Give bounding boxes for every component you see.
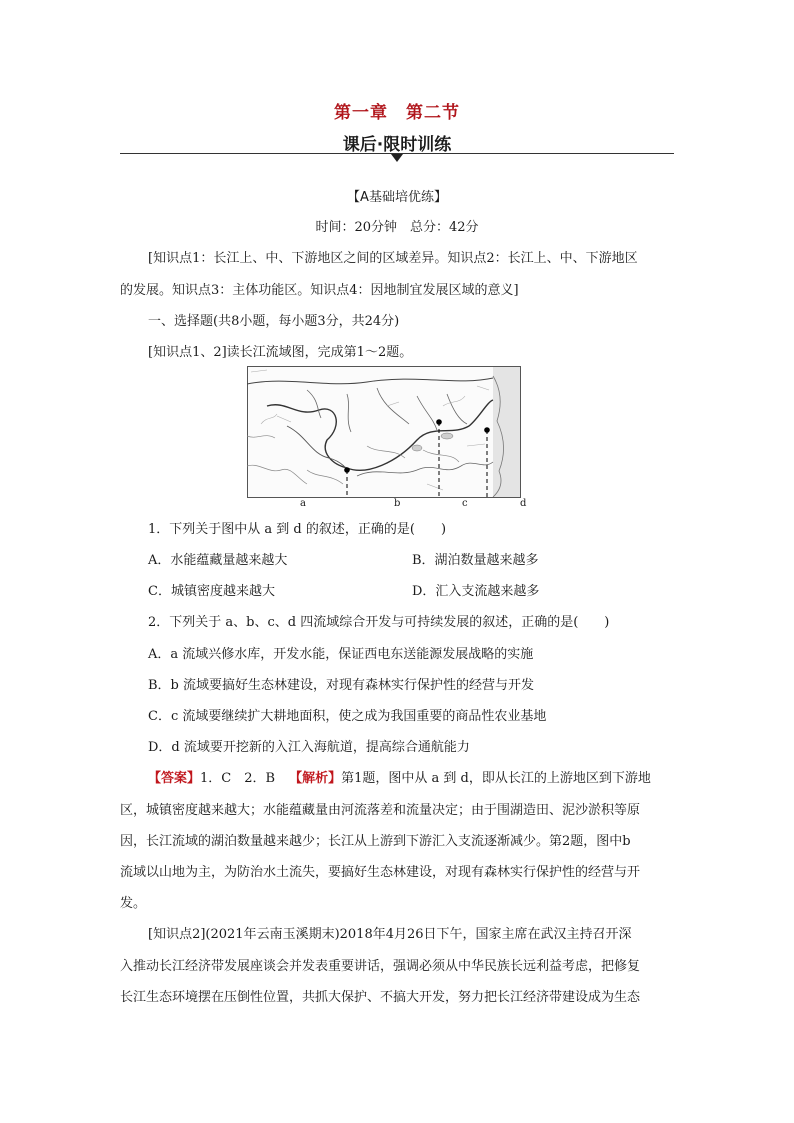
question-1-option-b: B．湖泊数量越来越多 — [412, 553, 539, 568]
answer-line — [148, 767, 651, 786]
question-2-option-b: B．b 流域要搞好生态林建设，对现有森林实行保护性的经营与开发 — [148, 678, 535, 693]
answer-tag: 【答案】 — [148, 771, 201, 786]
passage-line-3: 长江生态环境摆在压倒性位置，共抓大保护、不搞大开发，努力把长江经济带建设成为生态 — [120, 990, 641, 1005]
part-one-heading: 一、选择题(共8小题，每小题3分，共24分) — [148, 314, 400, 329]
question-1-stem: 1．下列关于图中从 a 到 d 的叙述，正确的是( ) — [148, 522, 447, 537]
analysis-tag: 【解析】 — [289, 771, 342, 786]
question-2-stem: 2．下列关于 a、b、c、d 四流域综合开发与可持续发展的叙述，正确的是( ) — [148, 615, 610, 630]
question-2-option-d: D．d 流域要开挖新的入江入海航道，提高综合通航能力 — [148, 740, 470, 755]
sea-area — [493, 367, 520, 497]
answer-text: 1．C 2．B — [200, 771, 276, 786]
analysis-line-1: 第1题，图中从 a 到 d，即从长江的上游地区到下游地 — [341, 771, 651, 786]
passage-line-2: 入推动长江经济带发展座谈会并发表重要讲话，强调必须从中华民族长远利益考虑，把修复 — [120, 959, 641, 974]
triangle-marker-icon — [391, 154, 403, 162]
section-title: 【A基础培优练】 — [347, 190, 447, 205]
yangtze-basin-map — [247, 366, 521, 498]
page-subtitle: 课后·限时训练 — [342, 135, 452, 155]
passage-line-1: [知识点2](2021年云南玉溪期末)2018年4月26日下午，国家主席在武汉主持召开深 — [148, 927, 632, 942]
question-1-option-d: D．汇入支流越来越多 — [412, 584, 540, 599]
analysis-line-2: 区，城镇密度越来越大；水能蕴藏量由河流落差和流量决定；由于围湖造田、泥沙淤积等原 — [120, 803, 641, 818]
chapter-title: 第一章 第二节 — [334, 103, 460, 123]
analysis-line-3: 因，长江流域的湖泊数量越来越少；长江从上游到下游汇入支流逐渐减少。第2题，图中b — [120, 834, 631, 849]
map-label-d: d — [520, 498, 527, 509]
map-label-a: a — [300, 498, 306, 509]
question-1-option-c: C．城镇密度越来越大 — [148, 584, 275, 599]
map-label-b: b — [394, 498, 401, 509]
question-1-option-a: A．水能蕴藏量越来越大 — [148, 553, 288, 568]
question-intro: [知识点1、2]读长江流域图，完成第1～2题。 — [148, 345, 413, 360]
knowledge-line-1: [知识点1：长江上、中、下游地区之间的区域差异。知识点2：长江上、中、下游地区 — [148, 251, 638, 266]
knowledge-line-2: 的发展。知识点3：主体功能区。知识点4：因地制宜发展区域的意义] — [120, 283, 519, 298]
question-2-option-a: A．a 流域兴修水库，开发水能，保证西电东送能源发展战略的实施 — [148, 647, 534, 662]
map-label-c: c — [462, 498, 468, 509]
question-2-option-c: C．c 流域要继续扩大耕地面积，使之成为我国重要的商品性农业基地 — [148, 709, 547, 724]
analysis-line-4: 流域以山地为主，为防治水土流失，要搞好生态林建设，对现有森林实行保护性的经营与开 — [120, 865, 641, 880]
analysis-line-5: 发。 — [120, 896, 147, 911]
time-score-line: 时间：20分钟 总分：42分 — [315, 220, 479, 235]
